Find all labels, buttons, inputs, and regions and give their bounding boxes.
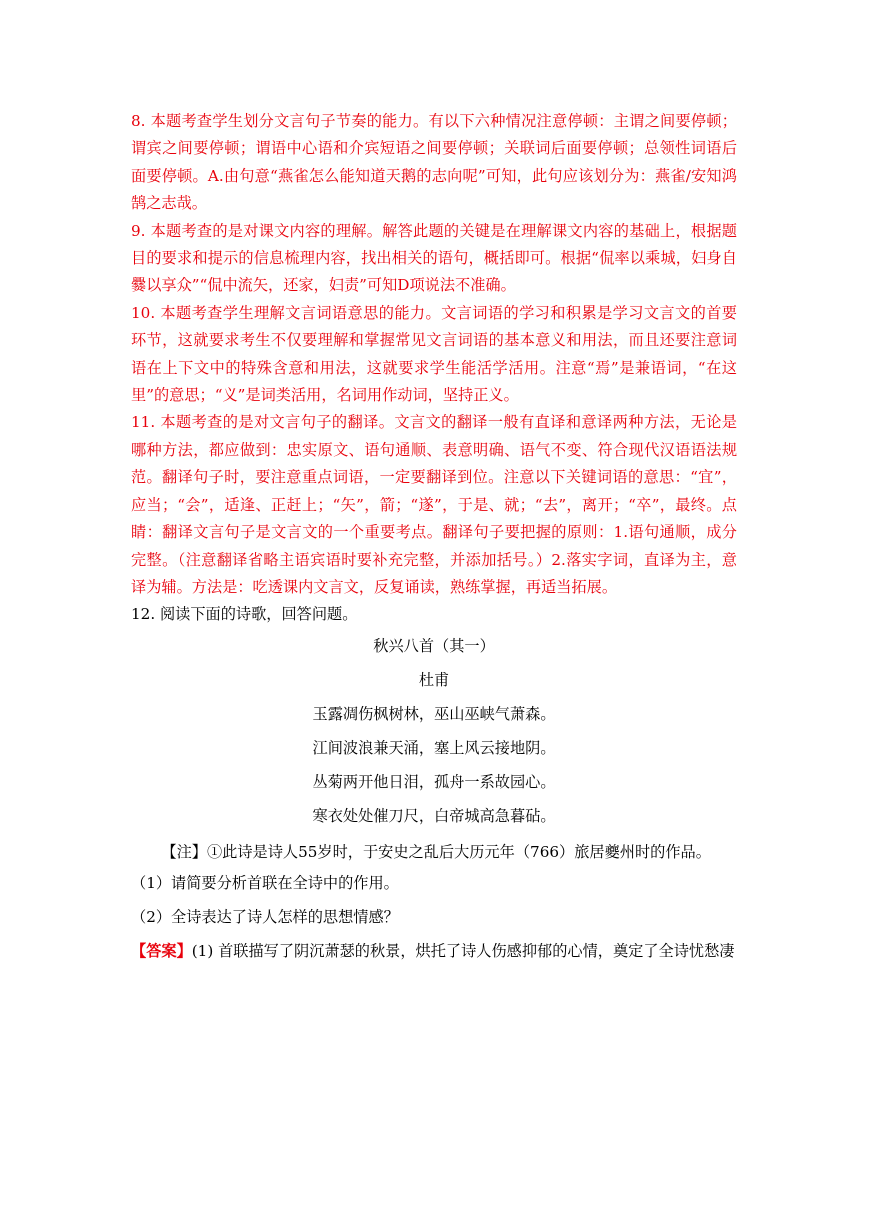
explanation-q9: 9. 本题考查的是对课文内容的理解。解答此题的关键是在理解课文内容的基础上，根据题目的要求和提示的信息梳理内容，找出相关的语句，概括即可。根据“侃率以乘城，妇身自爨以享众”“侃中流矢，还家，妇责”可知D项说法不准确。 xyxy=(131,221,737,295)
explanation-q10: 10. 本题考查学生理解文言词语意思的能力。文言词语的学习和积累是学习文言文的首要环节，这就要求考生不仅要理解和掌握常见文言词语的基本意义和用法，而且还要注意词语在上下文中的特殊含意和用法，这就要求学生能活学活用。注意“焉”是兼语词，“在这里”的意思；“义”是词类活用，名词用作动词，坚持正义。 xyxy=(131,303,737,405)
document-page xyxy=(131,108,737,968)
poem-line-4: 寒衣处处催刀尺，白帝城高急暮砧。 xyxy=(312,806,556,825)
poem-line-3: 丛菊两开他日泪，孤舟一系故园心。 xyxy=(312,772,556,791)
sub-question-1: （1）请简要分析首联在全诗中的作用。 xyxy=(131,874,399,893)
answer-label: 【答案】 xyxy=(131,942,192,961)
poem-note xyxy=(131,839,737,866)
note-label: 【注】 xyxy=(161,842,207,861)
answer xyxy=(131,934,737,968)
poem-line-1: 玉露凋伤枫树林，巫山巫峡气萧森。 xyxy=(312,704,556,723)
note-text: ①此诗是诗人55岁时，于安史之乱后大历元年（766）旅居夔州时的作品。 xyxy=(206,842,711,861)
sub-question-2: （2）全诗表达了诗人怎样的思想情感？ xyxy=(131,908,399,927)
poem-line-2: 江间波浪兼天涌，塞上风云接地阴。 xyxy=(312,738,556,757)
answer-text: (1) 首联描写了阴沉萧瑟的秋景，烘托了诗人伤感抑郁的心情，奠定了全诗忧愁凄 xyxy=(191,942,735,961)
poem-title: 秋兴八首（其一） xyxy=(373,636,495,655)
poem-author: 杜甫 xyxy=(418,670,450,689)
explanation-q8: 8. 本题考查学生划分文言句子节奏的能力。有以下六种情况注意停顿：主谓之间要停顿；谓宾之间要停顿；谓语中心语和介宾短语之间要停顿；关联词后面要停顿；总领性词语后面要停顿。A.由句意“燕雀怎么能知道天鹅的志向呢”可知，此句应该划分为：燕雀/安知鸿鹄之志哉。 xyxy=(131,112,737,213)
question-12-intro: 12. 阅读下面的诗歌，回答问题。 xyxy=(131,605,358,624)
explanation-q11: 11. 本题考查的是对文言句子的翻译。文言文的翻译一般有直译和意译两种方法，无论是哪种方法，都应做到：忠实原文、语句通顺、表意明确、语气不变、符合现代汉语语法规范。翻译句子时，要注意重点词语，一定要翻译到位。注意以下关键词语的意思：“宜”，应当；“会”，适逢、正赶上；“矢”，箭；“遂”，于是、就；“去”，离开；“卒”，最终。点睛：翻译文言句子是文言文的一个重要考点。翻译句子要把握的原则：1.语句通顺，成分完整。（注意翻译省略主语宾语时要补充完整，并添加括号。）2.落实字词，直译为主，意译为辅。方法是：吃透课内文言文，反复诵读，熟练掌握，再适当拓展。 xyxy=(131,413,737,596)
